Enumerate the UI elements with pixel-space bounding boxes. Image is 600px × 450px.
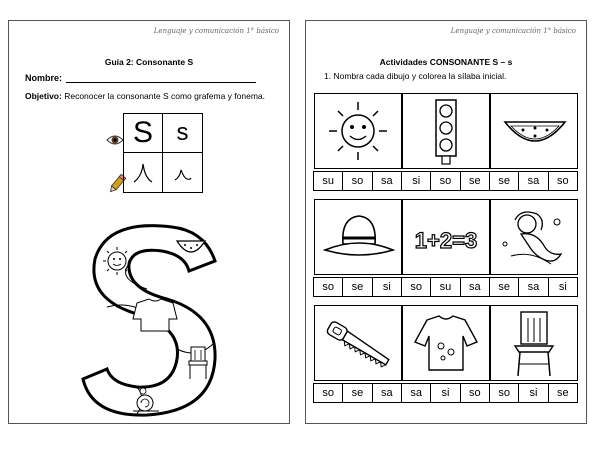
syllable-option[interactable]: si [372, 277, 402, 297]
worksheet-page-left [8, 20, 290, 424]
picture-traffic-light [402, 93, 490, 169]
syllable-option[interactable]: so [401, 277, 431, 297]
syllable-option[interactable]: so [342, 171, 372, 191]
syllable-group [490, 171, 578, 191]
syllable-option[interactable]: so [460, 383, 490, 403]
picture-numbers [402, 199, 490, 275]
page-title: Actividades CONSONANTE S – s [379, 57, 513, 67]
syllable-option[interactable]: se [489, 171, 519, 191]
syllable-group [402, 171, 490, 191]
picture-chair [490, 305, 578, 381]
objective [25, 91, 285, 101]
worksheet-page-right [305, 20, 587, 424]
syllable-option[interactable]: se [342, 383, 372, 403]
syllable-option[interactable]: so [430, 171, 460, 191]
uppercase-letter: S [124, 114, 163, 153]
syllable-group [402, 383, 490, 403]
syllable-option[interactable]: so [313, 277, 343, 297]
page-header: Lenguaje y comunicación 1° básico [153, 27, 279, 35]
hat-icon [315, 200, 401, 274]
instruction: 1. Nombra cada dibujo y colorea la sílaba inicial. [324, 71, 507, 81]
syllable-option[interactable]: sa [460, 277, 490, 297]
picture-hat [314, 199, 402, 275]
syllable-option[interactable]: su [430, 277, 460, 297]
syllable-option[interactable]: se [489, 277, 519, 297]
cursive-uppercase [124, 153, 163, 192]
activity-grid [314, 93, 578, 409]
syllable-option[interactable]: se [548, 383, 578, 403]
syllable-option[interactable]: sa [518, 277, 548, 297]
eye-icon [106, 133, 124, 147]
mermaid-icon [491, 200, 577, 274]
cursive-s-lower-glyph [170, 160, 196, 186]
syllable-group [314, 383, 402, 403]
watermelon-icon [491, 94, 577, 168]
syllable-option[interactable]: so [548, 171, 578, 191]
syllable-option[interactable]: su [313, 171, 343, 191]
traffic-light-icon [403, 94, 489, 168]
name-line[interactable] [66, 73, 256, 83]
lowercase-letter: s [163, 114, 202, 153]
syllable-option[interactable]: si [518, 383, 548, 403]
picture-sweater [402, 305, 490, 381]
letter-grid [123, 113, 203, 193]
cursive-s-upper-glyph [128, 158, 158, 188]
cursive-lowercase [163, 153, 202, 192]
picture-mermaid [490, 199, 578, 275]
syllable-option[interactable]: sa [372, 171, 402, 191]
syllable-group [490, 277, 578, 297]
page-title: Guía 2: Consonante S [104, 57, 194, 67]
picture-watermelon [490, 93, 578, 169]
sweater-icon [403, 306, 489, 380]
syllable-option[interactable]: si [401, 171, 431, 191]
objective-text: Reconocer la consonante S como grafema y fonema. [61, 91, 266, 101]
syllable-group [490, 383, 578, 403]
name-field[interactable] [25, 73, 256, 83]
syllable-option[interactable]: sa [401, 383, 431, 403]
syllable-option[interactable]: so [489, 383, 519, 403]
syllable-option[interactable]: si [548, 277, 578, 297]
picture-saw [314, 305, 402, 381]
syllable-option[interactable]: sa [372, 383, 402, 403]
page-header: Lenguaje y comunicación 1° básico [450, 27, 576, 35]
syllable-option[interactable]: se [342, 277, 372, 297]
big-s-puzzle [77, 219, 227, 419]
syllable-option[interactable]: so [313, 383, 343, 403]
syllable-option[interactable]: si [430, 383, 460, 403]
syllable-group [402, 277, 490, 297]
sun-icon [315, 94, 401, 168]
picture-sun [314, 93, 402, 169]
objective-label: Objetivo: [25, 91, 62, 101]
numbers-icon [403, 200, 489, 274]
syllable-group [314, 171, 402, 191]
syllable-option[interactable]: sa [518, 171, 548, 191]
name-label: Nombre: [25, 73, 63, 83]
saw-icon [315, 306, 401, 380]
syllable-group [314, 277, 402, 297]
numbers-text: 1+2=3 [414, 228, 478, 253]
chair-icon [491, 306, 577, 380]
syllable-option[interactable]: se [460, 171, 490, 191]
